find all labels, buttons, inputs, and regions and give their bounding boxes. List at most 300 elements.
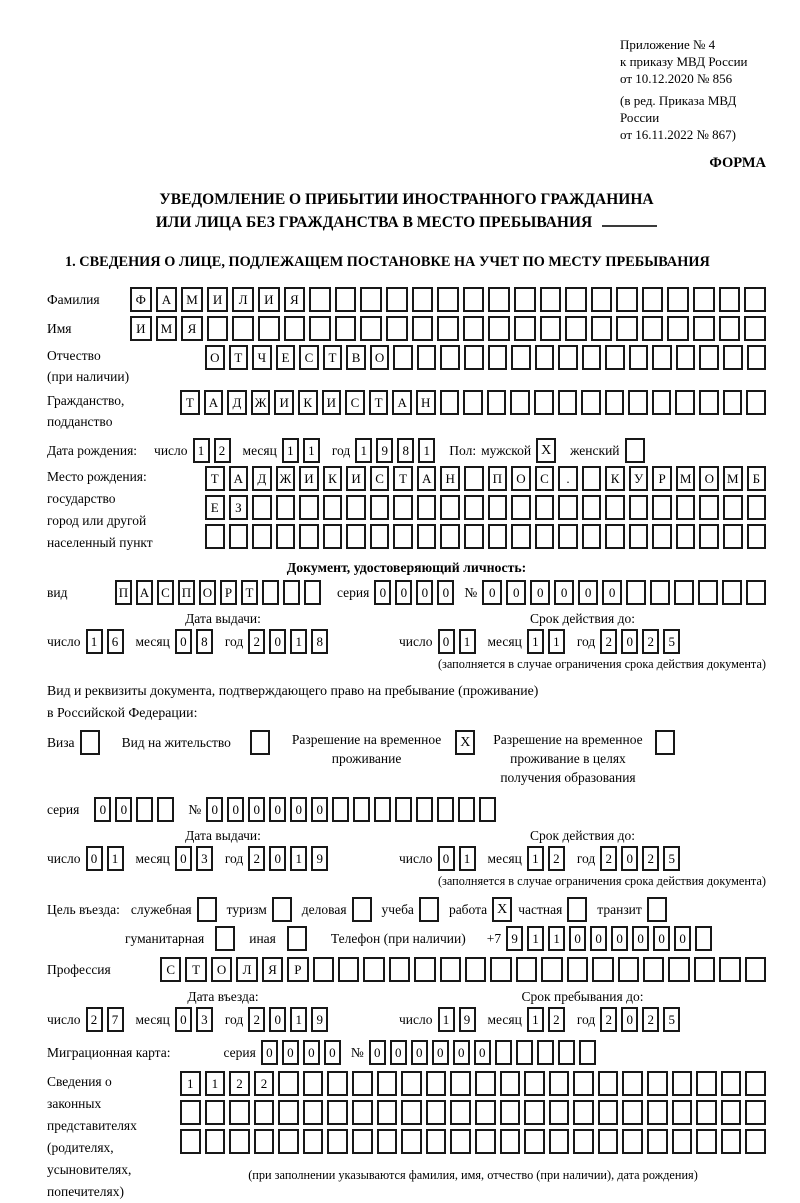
char-box[interactable]: 2 (600, 629, 617, 654)
char-box[interactable] (284, 316, 306, 341)
char-box[interactable]: 2 (600, 1007, 617, 1032)
char-box[interactable]: И (346, 466, 366, 491)
char-box[interactable]: 2 (86, 1007, 103, 1032)
char-box[interactable]: 0 (569, 926, 586, 951)
char-box[interactable]: 0 (269, 846, 286, 871)
char-box[interactable] (440, 524, 460, 549)
char-box[interactable] (696, 1129, 717, 1154)
char-box[interactable]: И (274, 390, 294, 415)
char-box[interactable] (549, 1071, 570, 1096)
char-box[interactable]: 1 (180, 1071, 201, 1096)
char-box[interactable] (582, 345, 602, 370)
char-box[interactable]: 0 (602, 580, 622, 605)
char-box[interactable]: Р (287, 957, 308, 982)
char-box[interactable] (511, 524, 531, 549)
char-box[interactable] (463, 287, 485, 312)
char-box[interactable] (565, 316, 587, 341)
char-box[interactable]: 8 (397, 438, 414, 463)
char-box[interactable] (205, 1129, 226, 1154)
char-box[interactable] (676, 524, 696, 549)
char-box[interactable] (401, 1100, 422, 1125)
char-box[interactable]: 5 (663, 629, 680, 654)
char-box[interactable] (642, 287, 664, 312)
char-box[interactable]: Т (323, 345, 343, 370)
char-box[interactable] (629, 524, 649, 549)
char-box[interactable] (426, 1071, 447, 1096)
char-box[interactable] (541, 957, 562, 982)
char-box[interactable] (304, 580, 321, 605)
purpose-business-checkbox[interactable] (352, 897, 372, 922)
char-box[interactable]: 1 (290, 1007, 307, 1032)
char-box[interactable] (747, 495, 767, 520)
char-box[interactable]: Т (180, 390, 200, 415)
char-box[interactable] (510, 390, 530, 415)
char-box[interactable] (650, 580, 670, 605)
char-box[interactable] (303, 1129, 324, 1154)
char-box[interactable]: 0 (269, 797, 286, 822)
char-box[interactable]: Б (747, 466, 767, 491)
char-box[interactable] (323, 524, 343, 549)
char-box[interactable] (699, 345, 719, 370)
char-box[interactable]: 0 (590, 926, 607, 951)
char-box[interactable] (278, 1129, 299, 1154)
char-box[interactable]: 0 (395, 580, 412, 605)
char-box[interactable] (605, 345, 625, 370)
char-box[interactable]: 0 (437, 580, 454, 605)
char-box[interactable] (652, 390, 672, 415)
char-box[interactable] (463, 390, 483, 415)
char-box[interactable]: К (298, 390, 318, 415)
char-box[interactable]: 3 (196, 846, 213, 871)
char-box[interactable] (647, 1100, 668, 1125)
char-box[interactable] (674, 580, 694, 605)
char-box[interactable] (475, 1100, 496, 1125)
char-box[interactable] (511, 495, 531, 520)
char-box[interactable] (488, 287, 510, 312)
char-box[interactable]: П (115, 580, 132, 605)
char-box[interactable]: Я (262, 957, 283, 982)
char-box[interactable] (629, 345, 649, 370)
char-box[interactable] (229, 524, 249, 549)
char-box[interactable]: П (488, 466, 508, 491)
char-box[interactable] (327, 1100, 348, 1125)
char-box[interactable] (437, 316, 459, 341)
char-box[interactable] (475, 1129, 496, 1154)
char-box[interactable]: Т (369, 390, 389, 415)
char-box[interactable]: Т (393, 466, 413, 491)
char-box[interactable] (417, 345, 437, 370)
char-box[interactable]: 8 (311, 629, 328, 654)
char-box[interactable] (579, 1040, 596, 1065)
char-box[interactable]: Т (241, 580, 258, 605)
char-box[interactable] (699, 524, 719, 549)
char-box[interactable] (352, 1071, 373, 1096)
char-box[interactable] (278, 1071, 299, 1096)
char-box[interactable] (377, 1129, 398, 1154)
char-box[interactable] (229, 1129, 250, 1154)
char-box[interactable]: 0 (506, 580, 526, 605)
char-box[interactable] (303, 1071, 324, 1096)
char-box[interactable] (309, 287, 331, 312)
char-box[interactable]: 0 (411, 1040, 428, 1065)
char-box[interactable]: 1 (527, 1007, 544, 1032)
char-box[interactable]: Я (284, 287, 306, 312)
char-box[interactable] (370, 524, 390, 549)
char-box[interactable] (386, 287, 408, 312)
char-box[interactable] (426, 1129, 447, 1154)
char-box[interactable] (299, 524, 319, 549)
char-box[interactable]: 0 (611, 926, 628, 951)
char-box[interactable] (549, 1100, 570, 1125)
char-box[interactable] (581, 390, 601, 415)
char-box[interactable]: 0 (369, 1040, 386, 1065)
char-box[interactable]: Е (276, 345, 296, 370)
char-box[interactable] (721, 1071, 742, 1096)
char-box[interactable] (488, 524, 508, 549)
char-box[interactable] (500, 1129, 521, 1154)
char-box[interactable] (747, 345, 767, 370)
char-box[interactable]: 1 (205, 1071, 226, 1096)
char-box[interactable] (450, 1129, 471, 1154)
char-box[interactable] (672, 1071, 693, 1096)
char-box[interactable] (524, 1071, 545, 1096)
char-box[interactable]: 1 (282, 438, 299, 463)
char-box[interactable]: 2 (548, 1007, 565, 1032)
char-box[interactable] (205, 524, 225, 549)
char-box[interactable]: 1 (459, 846, 476, 871)
char-box[interactable] (511, 345, 531, 370)
char-box[interactable]: 2 (642, 846, 659, 871)
char-box[interactable]: 2 (248, 629, 265, 654)
char-box[interactable] (327, 1129, 348, 1154)
char-box[interactable] (370, 495, 390, 520)
char-box[interactable]: 9 (311, 1007, 328, 1032)
purpose-work-checkbox[interactable]: X (492, 897, 512, 922)
char-box[interactable] (695, 926, 712, 951)
purpose-official-checkbox[interactable] (197, 897, 217, 922)
char-box[interactable] (537, 1040, 554, 1065)
char-box[interactable]: С (160, 957, 181, 982)
char-box[interactable] (643, 957, 664, 982)
char-box[interactable] (479, 797, 496, 822)
char-box[interactable]: . (558, 466, 578, 491)
char-box[interactable]: 1 (303, 438, 320, 463)
char-box[interactable]: 0 (175, 1007, 192, 1032)
char-box[interactable] (534, 390, 554, 415)
char-box[interactable] (628, 390, 648, 415)
char-box[interactable] (309, 316, 331, 341)
char-box[interactable] (401, 1129, 422, 1154)
char-box[interactable] (616, 287, 638, 312)
char-box[interactable]: Н (416, 390, 436, 415)
char-box[interactable]: 0 (453, 1040, 470, 1065)
char-box[interactable] (417, 495, 437, 520)
char-box[interactable]: Т (185, 957, 206, 982)
char-box[interactable]: 0 (282, 1040, 299, 1065)
char-box[interactable] (573, 1129, 594, 1154)
char-box[interactable] (514, 316, 536, 341)
char-box[interactable] (723, 524, 743, 549)
char-box[interactable] (464, 345, 484, 370)
char-box[interactable] (338, 957, 359, 982)
purpose-tourism-checkbox[interactable] (272, 897, 292, 922)
char-box[interactable] (672, 1129, 693, 1154)
char-box[interactable] (746, 390, 766, 415)
char-box[interactable] (276, 524, 296, 549)
char-box[interactable]: У (629, 466, 649, 491)
char-box[interactable] (676, 495, 696, 520)
char-box[interactable] (417, 524, 437, 549)
char-box[interactable]: М (156, 316, 178, 341)
char-box[interactable] (465, 957, 486, 982)
char-box[interactable]: З (229, 495, 249, 520)
char-box[interactable]: 1 (86, 629, 103, 654)
char-box[interactable] (490, 957, 511, 982)
char-box[interactable]: 1 (290, 846, 307, 871)
char-box[interactable]: О (211, 957, 232, 982)
char-box[interactable] (616, 316, 638, 341)
char-box[interactable]: И (130, 316, 152, 341)
char-box[interactable]: 0 (632, 926, 649, 951)
char-box[interactable] (591, 316, 613, 341)
char-box[interactable] (464, 524, 484, 549)
char-box[interactable] (647, 1071, 668, 1096)
char-box[interactable] (157, 797, 174, 822)
char-box[interactable] (395, 797, 412, 822)
char-box[interactable] (693, 316, 715, 341)
char-box[interactable] (414, 957, 435, 982)
char-box[interactable] (672, 1100, 693, 1125)
char-box[interactable] (229, 1100, 250, 1125)
char-box[interactable] (744, 287, 766, 312)
char-box[interactable]: О (370, 345, 390, 370)
char-box[interactable] (276, 495, 296, 520)
char-box[interactable]: Н (440, 466, 460, 491)
char-box[interactable] (180, 1100, 201, 1125)
purpose-other-checkbox[interactable] (287, 926, 307, 951)
residence-permit-checkbox[interactable] (250, 730, 270, 755)
sex-female-checkbox[interactable] (625, 438, 645, 463)
char-box[interactable] (488, 345, 508, 370)
char-box[interactable]: 0 (227, 797, 244, 822)
char-box[interactable] (745, 957, 766, 982)
char-box[interactable]: 1 (459, 629, 476, 654)
char-box[interactable] (693, 287, 715, 312)
char-box[interactable] (180, 1129, 201, 1154)
char-box[interactable] (723, 495, 743, 520)
char-box[interactable] (719, 316, 741, 341)
purpose-humanitarian-checkbox[interactable] (215, 926, 235, 951)
char-box[interactable] (136, 797, 153, 822)
char-box[interactable]: 0 (621, 629, 638, 654)
char-box[interactable]: 8 (196, 629, 213, 654)
char-box[interactable] (745, 1129, 766, 1154)
char-box[interactable] (353, 797, 370, 822)
char-box[interactable]: Л (232, 287, 254, 312)
char-box[interactable] (605, 524, 625, 549)
char-box[interactable]: 0 (248, 797, 265, 822)
char-box[interactable] (719, 957, 740, 982)
char-box[interactable] (254, 1100, 275, 1125)
char-box[interactable] (746, 580, 766, 605)
char-box[interactable] (332, 797, 349, 822)
char-box[interactable]: А (417, 466, 437, 491)
char-box[interactable]: 2 (254, 1071, 275, 1096)
char-box[interactable] (652, 524, 672, 549)
char-box[interactable] (745, 1071, 766, 1096)
char-box[interactable] (582, 466, 602, 491)
char-box[interactable]: С (157, 580, 174, 605)
char-box[interactable] (254, 1129, 275, 1154)
char-box[interactable] (667, 287, 689, 312)
char-box[interactable] (252, 524, 272, 549)
char-box[interactable] (591, 287, 613, 312)
char-box[interactable] (582, 524, 602, 549)
char-box[interactable] (283, 580, 300, 605)
char-box[interactable] (573, 1071, 594, 1096)
char-box[interactable]: И (299, 466, 319, 491)
char-box[interactable] (389, 957, 410, 982)
char-box[interactable]: 0 (86, 846, 103, 871)
char-box[interactable] (426, 1100, 447, 1125)
char-box[interactable]: И (207, 287, 229, 312)
char-box[interactable]: 9 (376, 438, 393, 463)
char-box[interactable]: К (605, 466, 625, 491)
char-box[interactable] (458, 797, 475, 822)
char-box[interactable]: 0 (390, 1040, 407, 1065)
char-box[interactable] (516, 1040, 533, 1065)
char-box[interactable]: 0 (482, 580, 502, 605)
char-box[interactable] (437, 797, 454, 822)
char-box[interactable] (393, 495, 413, 520)
char-box[interactable]: Ф (130, 287, 152, 312)
char-box[interactable] (719, 287, 741, 312)
char-box[interactable]: С (345, 390, 365, 415)
char-box[interactable]: 0 (621, 1007, 638, 1032)
char-box[interactable] (258, 316, 280, 341)
char-box[interactable] (327, 1071, 348, 1096)
char-box[interactable]: 9 (459, 1007, 476, 1032)
char-box[interactable]: 1 (527, 629, 544, 654)
char-box[interactable] (652, 345, 672, 370)
char-box[interactable]: 0 (653, 926, 670, 951)
char-box[interactable] (514, 287, 536, 312)
char-box[interactable] (500, 1071, 521, 1096)
char-box[interactable] (582, 495, 602, 520)
char-box[interactable]: Р (652, 466, 672, 491)
char-box[interactable]: 0 (474, 1040, 491, 1065)
char-box[interactable]: А (229, 466, 249, 491)
char-box[interactable] (540, 287, 562, 312)
char-box[interactable] (699, 495, 719, 520)
char-box[interactable] (592, 957, 613, 982)
char-box[interactable] (605, 390, 625, 415)
char-box[interactable] (723, 390, 743, 415)
char-box[interactable]: 0 (416, 580, 433, 605)
char-box[interactable] (450, 1100, 471, 1125)
char-box[interactable] (696, 1100, 717, 1125)
char-box[interactable]: 0 (554, 580, 574, 605)
char-box[interactable] (722, 580, 742, 605)
char-box[interactable]: 0 (94, 797, 111, 822)
char-box[interactable] (622, 1071, 643, 1096)
char-box[interactable]: М (723, 466, 743, 491)
char-box[interactable]: Т (205, 466, 225, 491)
char-box[interactable] (346, 495, 366, 520)
char-box[interactable] (232, 316, 254, 341)
char-box[interactable] (440, 495, 460, 520)
char-box[interactable]: 1 (527, 846, 544, 871)
char-box[interactable]: С (370, 466, 390, 491)
char-box[interactable]: 9 (506, 926, 523, 951)
char-box[interactable] (386, 316, 408, 341)
char-box[interactable] (352, 1129, 373, 1154)
char-box[interactable] (629, 495, 649, 520)
char-box[interactable] (698, 580, 718, 605)
char-box[interactable]: О (205, 345, 225, 370)
char-box[interactable] (488, 495, 508, 520)
char-box[interactable] (377, 1100, 398, 1125)
char-box[interactable] (450, 1071, 471, 1096)
char-box[interactable] (642, 316, 664, 341)
char-box[interactable]: 1 (290, 629, 307, 654)
char-box[interactable]: О (511, 466, 531, 491)
char-box[interactable] (696, 1071, 717, 1096)
char-box[interactable]: 0 (530, 580, 550, 605)
char-box[interactable]: П (178, 580, 195, 605)
char-box[interactable]: 1 (527, 926, 544, 951)
char-box[interactable] (440, 345, 460, 370)
char-box[interactable] (299, 495, 319, 520)
char-box[interactable] (723, 345, 743, 370)
char-box[interactable] (524, 1129, 545, 1154)
edu-permit-checkbox[interactable] (655, 730, 675, 755)
char-box[interactable]: 0 (578, 580, 598, 605)
char-box[interactable] (313, 957, 334, 982)
char-box[interactable] (558, 345, 578, 370)
char-box[interactable] (565, 287, 587, 312)
char-box[interactable] (363, 957, 384, 982)
char-box[interactable] (440, 957, 461, 982)
char-box[interactable]: 0 (175, 846, 192, 871)
char-box[interactable]: Я (181, 316, 203, 341)
char-box[interactable] (205, 1100, 226, 1125)
char-box[interactable]: 0 (432, 1040, 449, 1065)
char-box[interactable] (626, 580, 646, 605)
char-box[interactable]: Е (205, 495, 225, 520)
char-box[interactable] (252, 495, 272, 520)
char-box[interactable] (360, 316, 382, 341)
char-box[interactable] (618, 957, 639, 982)
char-box[interactable] (516, 957, 537, 982)
char-box[interactable] (440, 390, 460, 415)
char-box[interactable]: А (136, 580, 153, 605)
char-box[interactable] (524, 1100, 545, 1125)
char-box[interactable]: 1 (548, 926, 565, 951)
char-box[interactable] (393, 524, 413, 549)
char-box[interactable] (558, 495, 578, 520)
char-box[interactable]: 1 (418, 438, 435, 463)
sex-male-checkbox[interactable]: X (536, 438, 556, 463)
char-box[interactable]: С (535, 466, 555, 491)
char-box[interactable]: 0 (311, 797, 328, 822)
char-box[interactable]: И (258, 287, 280, 312)
char-box[interactable] (668, 957, 689, 982)
char-box[interactable]: 0 (324, 1040, 341, 1065)
char-box[interactable]: 2 (248, 846, 265, 871)
char-box[interactable] (558, 524, 578, 549)
char-box[interactable]: О (199, 580, 216, 605)
